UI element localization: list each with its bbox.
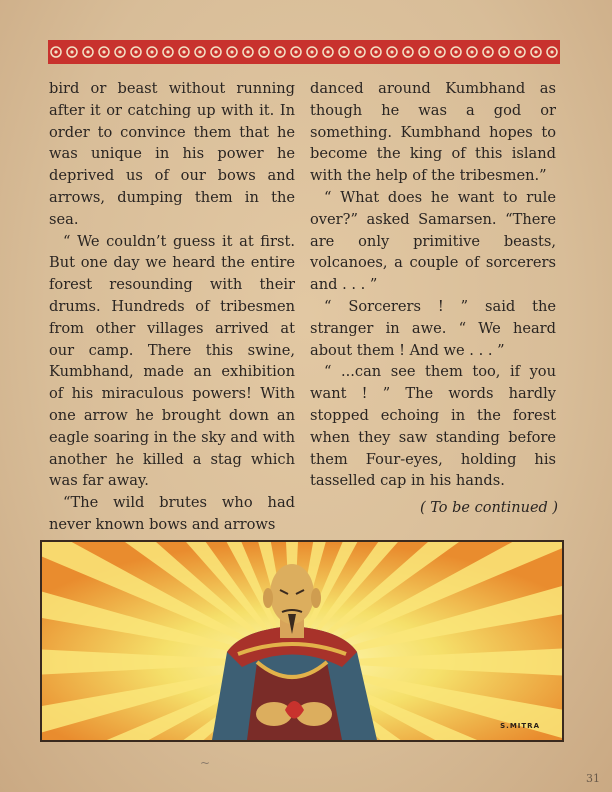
border-flower-center	[486, 50, 489, 53]
paragraph: “ What does he want to rule over?” asked Samarsen. “There are only primitive beasts, volcanoes, a couple of sorcerers and . . . ”	[310, 188, 556, 294]
illustration-sorcerer	[40, 540, 564, 742]
paragraph: danced around Kumbhand as though he was a god or something. Kumbhand hopes to become the king of this island with the help of the tribesmen.”	[310, 80, 556, 185]
border-flower-center	[390, 50, 393, 53]
border-flower-center	[166, 50, 169, 53]
border-flower-center	[150, 50, 153, 53]
page-number: 31	[586, 772, 600, 785]
border-flower-center	[310, 50, 313, 53]
border-flower-center	[326, 50, 329, 53]
border-flower-center	[230, 50, 233, 53]
border-flower-center	[374, 50, 377, 53]
border-flower-center	[198, 50, 201, 53]
border-flower-center	[294, 50, 297, 53]
border-flower-center	[182, 50, 185, 53]
border-flower-center	[406, 50, 409, 53]
text-column-left	[49, 78, 295, 536]
decorative-border	[48, 40, 560, 64]
pencil-mark: ~	[200, 756, 211, 770]
border-flower-center	[518, 50, 521, 53]
border-flower-center	[502, 50, 505, 53]
border-flower-center	[70, 50, 73, 53]
to-be-continued-note: ( To be continued )	[420, 500, 559, 516]
border-flower-center	[358, 50, 361, 53]
border-flower-center	[214, 50, 217, 53]
border-flower-center	[342, 50, 345, 53]
floral-border-icon	[48, 40, 560, 64]
border-flower-center	[470, 50, 473, 53]
border-flower-center	[454, 50, 457, 53]
sorcerer-illustration-icon	[42, 542, 562, 740]
border-flower-center	[118, 50, 121, 53]
paragraph: bird or beast without running after it or catching up with it. In order to convince them that he was unique in his power he deprived us of our bows and arrows, dumping them in the sea.	[49, 80, 295, 228]
paragraph: “ Sorcerers ! ” said the stranger in awe. “ We heard about them ! And we . . . ”	[310, 297, 556, 359]
border-flower-center	[134, 50, 137, 53]
border-flower-center	[54, 50, 57, 53]
border-flower-center	[422, 50, 425, 53]
border-flower-center	[438, 50, 441, 53]
artist-signature: S.MITRA	[500, 722, 540, 730]
border-flower-center	[102, 50, 105, 53]
paragraph: “ We couldn’t guess it at first. But one day we heard the entire forest resounding with their drums. Hundreds of tribesmen from other villages arrived at our camp. There this swine, Kumbhand, made an exhibition of his miraculous powers! With one arrow he brought down an eagle soaring in the sky and with another he killed a stag which was far away.	[49, 232, 295, 490]
border-flower-center	[246, 50, 249, 53]
paragraph: “The wild brutes who had never known bows and arrows	[49, 494, 295, 533]
border-flower-center	[550, 50, 553, 53]
paragraph: “ ...can see them too, if you want ! ” The words hardly stopped echoing in the forest when they saw standing before them Four-eyes, holding his tasselled cap in his hands.	[310, 363, 556, 490]
text-column-right	[310, 78, 556, 492]
border-flower-center	[262, 50, 265, 53]
border-flower-center	[278, 50, 281, 53]
border-flower-center	[534, 50, 537, 53]
border-flower-center	[86, 50, 89, 53]
